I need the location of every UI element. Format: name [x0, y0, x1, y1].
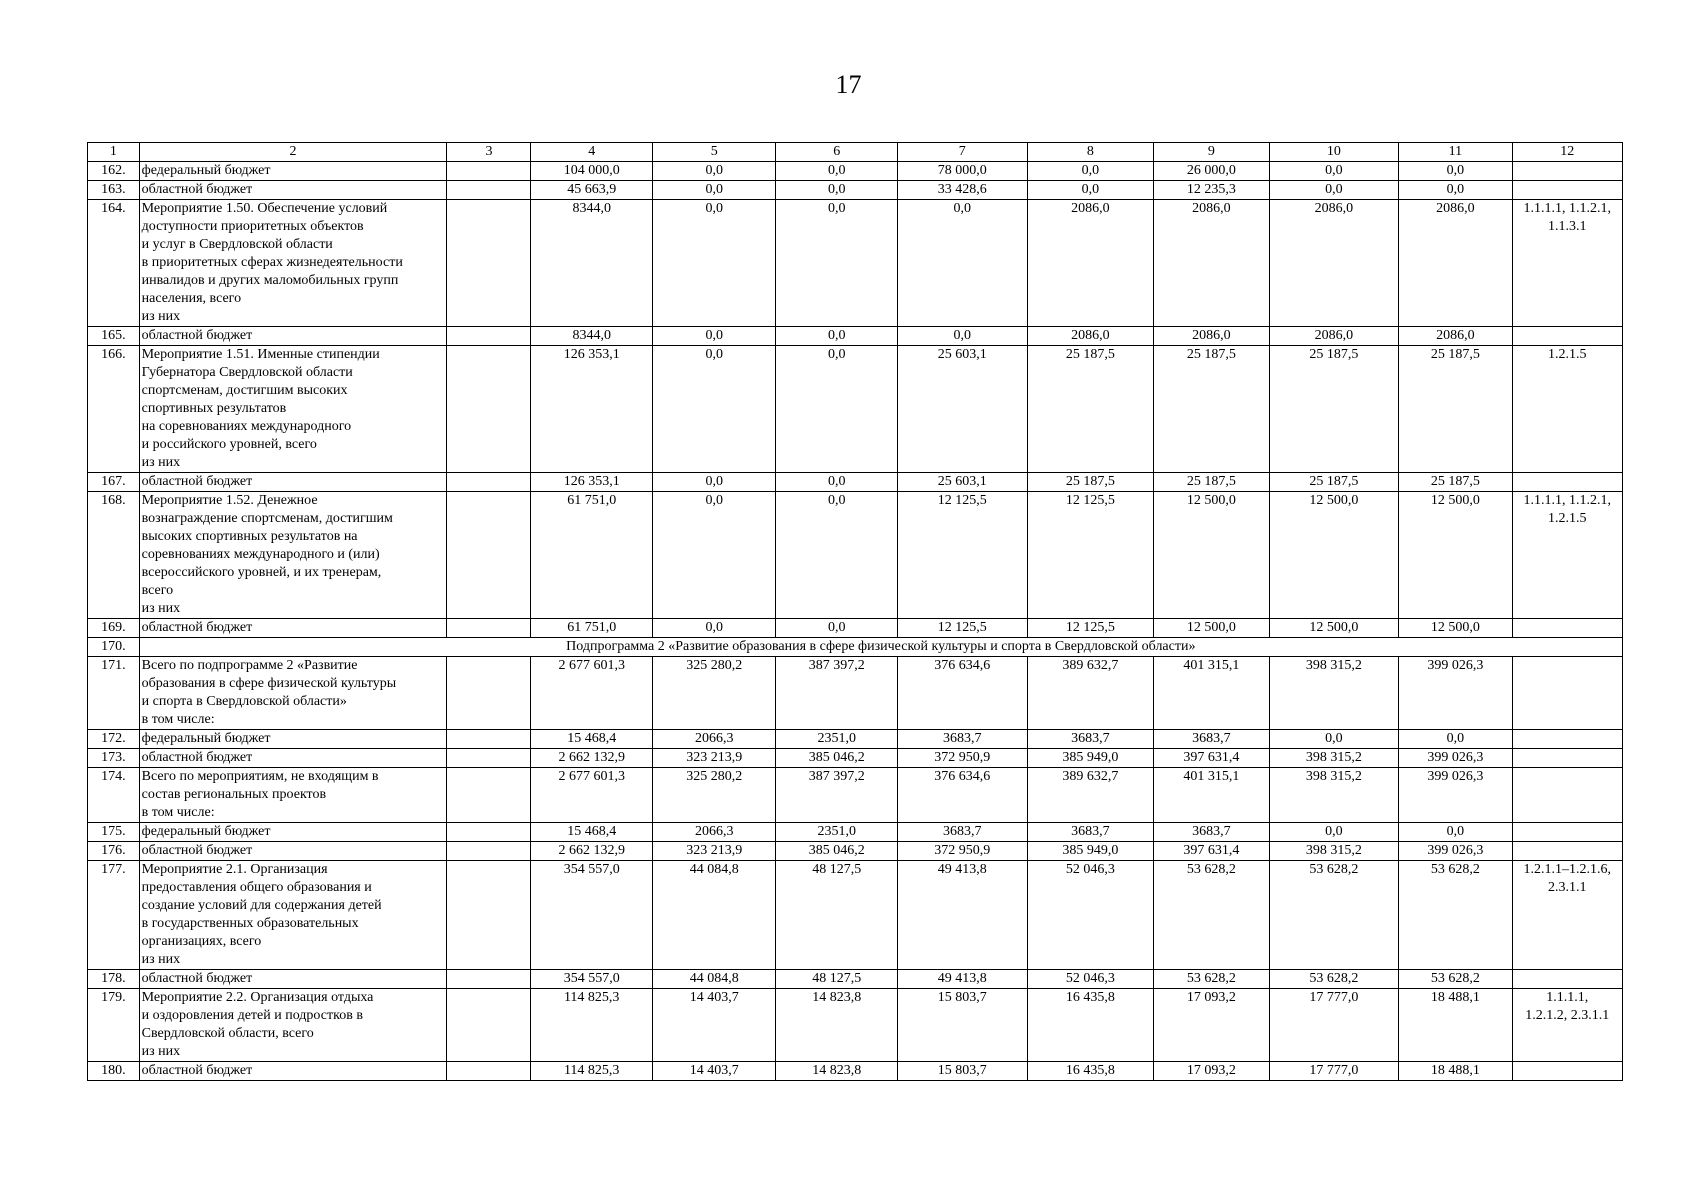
value-cell: 53 628,2: [1399, 861, 1512, 970]
row-name: областной бюджет: [139, 1062, 447, 1081]
column-header: 2: [139, 143, 447, 162]
value-cell: 401 315,1: [1154, 768, 1269, 823]
value-cell: 12 125,5: [1027, 619, 1154, 638]
value-cell: 354 557,0: [531, 861, 653, 970]
value-cell: 399 026,3: [1399, 657, 1512, 730]
target-indicators: 1.1.1.1, 1.1.2.1, 1.1.3.1: [1512, 200, 1622, 327]
table-row: [88, 842, 1623, 861]
value-cell: 3683,7: [897, 823, 1027, 842]
value-cell: 2086,0: [1399, 200, 1512, 327]
value-cell: 398 315,2: [1269, 842, 1399, 861]
value-cell: 16 435,8: [1027, 1062, 1154, 1081]
value-cell: 25 603,1: [897, 473, 1027, 492]
row-name: Мероприятие 2.2. Организация отдыха и оздоровления детей и подростков в Свердловской области, всего из них: [139, 989, 447, 1062]
value-cell: 3683,7: [1027, 730, 1154, 749]
value-cell: 399 026,3: [1399, 768, 1512, 823]
value-cell: 2351,0: [776, 823, 898, 842]
value-cell: 0,0: [1399, 162, 1512, 181]
target-indicators: [1512, 970, 1622, 989]
value-cell: 387 397,2: [776, 657, 898, 730]
value-cell: 12 125,5: [1027, 492, 1154, 619]
value-cell: 45 663,9: [531, 181, 653, 200]
value-cell: 25 187,5: [1027, 346, 1154, 473]
value-cell: 53 628,2: [1269, 861, 1399, 970]
cell-col3: [447, 162, 531, 181]
value-cell: 2086,0: [1154, 327, 1269, 346]
table-row: [88, 638, 1623, 657]
row-name: Мероприятие 1.51. Именные стипендии Губернатора Свердловской области спортсменам, достигшим высоких спортивных результатов на соревнованиях международного и российского уровней, всего из них: [139, 346, 447, 473]
value-cell: 15 468,4: [531, 823, 653, 842]
value-cell: 354 557,0: [531, 970, 653, 989]
row-number: 170.: [88, 638, 140, 657]
value-cell: 2086,0: [1269, 327, 1399, 346]
value-cell: 12 500,0: [1269, 619, 1399, 638]
value-cell: 15 803,7: [897, 989, 1027, 1062]
value-cell: 323 213,9: [652, 749, 776, 768]
row-name: федеральный бюджет: [139, 823, 447, 842]
section-title: Подпрограмма 2 «Развитие образования в сфере физической культуры и спорта в Свердловской области»: [139, 638, 1622, 657]
table-row: [88, 861, 1623, 970]
value-cell: 78 000,0: [897, 162, 1027, 181]
row-name: Всего по подпрограмме 2 «Развитие образования в сфере физической культуры и спорта в Свердловской области» в том числе:: [139, 657, 447, 730]
row-number: 166.: [88, 346, 140, 473]
value-cell: 323 213,9: [652, 842, 776, 861]
table-row: [88, 619, 1623, 638]
cell-col3: [447, 327, 531, 346]
row-name: Мероприятие 1.50. Обеспечение условий доступности приоритетных объектов и услуг в Свердловской области в приоритетных сферах жизнедеятельности инвалидов и других маломобильных групп населения, всего из них: [139, 200, 447, 327]
cell-col3: [447, 970, 531, 989]
value-cell: 25 187,5: [1027, 473, 1154, 492]
page-number: 17: [835, 70, 862, 99]
value-cell: 385 949,0: [1027, 749, 1154, 768]
value-cell: 2351,0: [776, 730, 898, 749]
value-cell: 376 634,6: [897, 657, 1027, 730]
table-row: [88, 970, 1623, 989]
value-cell: 49 413,8: [897, 861, 1027, 970]
value-cell: 53 628,2: [1269, 970, 1399, 989]
column-header: 7: [897, 143, 1027, 162]
value-cell: 0,0: [652, 473, 776, 492]
cell-col3: [447, 1062, 531, 1081]
value-cell: 25 187,5: [1154, 346, 1269, 473]
value-cell: 387 397,2: [776, 768, 898, 823]
cell-col3: [447, 749, 531, 768]
target-indicators: [1512, 473, 1622, 492]
table-row: [88, 730, 1623, 749]
value-cell: 398 315,2: [1269, 657, 1399, 730]
value-cell: 104 000,0: [531, 162, 653, 181]
value-cell: 2066,3: [652, 823, 776, 842]
target-indicators: [1512, 823, 1622, 842]
target-indicators: [1512, 657, 1622, 730]
value-cell: 44 084,8: [652, 861, 776, 970]
row-number: 167.: [88, 473, 140, 492]
value-cell: 398 315,2: [1269, 768, 1399, 823]
row-number: 171.: [88, 657, 140, 730]
value-cell: 12 235,3: [1154, 181, 1269, 200]
cell-col3: [447, 200, 531, 327]
value-cell: 3683,7: [897, 730, 1027, 749]
value-cell: 15 803,7: [897, 1062, 1027, 1081]
column-header: 9: [1154, 143, 1269, 162]
value-cell: 0,0: [1399, 823, 1512, 842]
row-name: федеральный бюджет: [139, 162, 447, 181]
row-name: областной бюджет: [139, 749, 447, 768]
target-indicators: 1.2.1.5: [1512, 346, 1622, 473]
row-number: 164.: [88, 200, 140, 327]
cell-col3: [447, 619, 531, 638]
value-cell: 0,0: [652, 200, 776, 327]
row-name: Всего по мероприятиям, не входящим в состав региональных проектов в том числе:: [139, 768, 447, 823]
value-cell: 114 825,3: [531, 1062, 653, 1081]
row-number: 180.: [88, 1062, 140, 1081]
value-cell: 44 084,8: [652, 970, 776, 989]
value-cell: 0,0: [1027, 162, 1154, 181]
target-indicators: [1512, 730, 1622, 749]
value-cell: 0,0: [652, 619, 776, 638]
value-cell: 14 823,8: [776, 989, 898, 1062]
row-name: федеральный бюджет: [139, 730, 447, 749]
value-cell: 325 280,2: [652, 768, 776, 823]
value-cell: 18 488,1: [1399, 989, 1512, 1062]
value-cell: 0,0: [652, 492, 776, 619]
cell-col3: [447, 346, 531, 473]
table-row: [88, 1062, 1623, 1081]
row-number: 172.: [88, 730, 140, 749]
value-cell: 12 125,5: [897, 492, 1027, 619]
value-cell: 0,0: [897, 200, 1027, 327]
row-name: областной бюджет: [139, 970, 447, 989]
value-cell: 2086,0: [1399, 327, 1512, 346]
value-cell: 0,0: [652, 346, 776, 473]
value-cell: 52 046,3: [1027, 970, 1154, 989]
row-number: 177.: [88, 861, 140, 970]
table-row: [88, 327, 1623, 346]
value-cell: 12 500,0: [1399, 619, 1512, 638]
value-cell: 0,0: [776, 346, 898, 473]
column-header: 3: [447, 143, 531, 162]
value-cell: 48 127,5: [776, 970, 898, 989]
target-indicators: 1.1.1.1, 1.1.2.1, 1.2.1.5: [1512, 492, 1622, 619]
value-cell: 61 751,0: [531, 619, 653, 638]
value-cell: 15 468,4: [531, 730, 653, 749]
column-header: 4: [531, 143, 653, 162]
value-cell: 126 353,1: [531, 473, 653, 492]
value-cell: 26 000,0: [1154, 162, 1269, 181]
value-cell: 12 125,5: [897, 619, 1027, 638]
target-indicators: [1512, 768, 1622, 823]
value-cell: 2086,0: [1269, 200, 1399, 327]
target-indicators: 1.2.1.1–1.2.1.6, 2.3.1.1: [1512, 861, 1622, 970]
value-cell: 0,0: [776, 162, 898, 181]
row-number: 174.: [88, 768, 140, 823]
value-cell: 3683,7: [1027, 823, 1154, 842]
cell-col3: [447, 657, 531, 730]
value-cell: 372 950,9: [897, 842, 1027, 861]
value-cell: 0,0: [1027, 181, 1154, 200]
row-number: 162.: [88, 162, 140, 181]
value-cell: 0,0: [652, 162, 776, 181]
value-cell: 2086,0: [1027, 327, 1154, 346]
value-cell: 25 187,5: [1154, 473, 1269, 492]
table-row: [88, 657, 1623, 730]
value-cell: 389 632,7: [1027, 768, 1154, 823]
value-cell: 17 093,2: [1154, 1062, 1269, 1081]
target-indicators: [1512, 181, 1622, 200]
table-row: [88, 989, 1623, 1062]
cell-col3: [447, 730, 531, 749]
value-cell: 0,0: [776, 473, 898, 492]
target-indicators: [1512, 327, 1622, 346]
value-cell: 397 631,4: [1154, 749, 1269, 768]
value-cell: 25 187,5: [1269, 346, 1399, 473]
value-cell: 53 628,2: [1154, 861, 1269, 970]
target-indicators: [1512, 842, 1622, 861]
table-row: [88, 768, 1623, 823]
value-cell: 0,0: [652, 181, 776, 200]
row-name: областной бюджет: [139, 327, 447, 346]
value-cell: 12 500,0: [1154, 492, 1269, 619]
table-row: [88, 492, 1623, 619]
value-cell: 372 950,9: [897, 749, 1027, 768]
row-number: 169.: [88, 619, 140, 638]
value-cell: 25 187,5: [1269, 473, 1399, 492]
value-cell: 2066,3: [652, 730, 776, 749]
value-cell: 49 413,8: [897, 970, 1027, 989]
value-cell: 25 187,5: [1399, 473, 1512, 492]
header-row: [88, 143, 1623, 162]
value-cell: 126 353,1: [531, 346, 653, 473]
value-cell: 48 127,5: [776, 861, 898, 970]
value-cell: 12 500,0: [1399, 492, 1512, 619]
cell-col3: [447, 492, 531, 619]
table-row: [88, 749, 1623, 768]
column-header: 11: [1399, 143, 1512, 162]
value-cell: 325 280,2: [652, 657, 776, 730]
table-body: [88, 162, 1623, 1081]
value-cell: 0,0: [1399, 181, 1512, 200]
value-cell: 8344,0: [531, 327, 653, 346]
value-cell: 0,0: [1269, 823, 1399, 842]
value-cell: 0,0: [1269, 162, 1399, 181]
value-cell: 389 632,7: [1027, 657, 1154, 730]
table-row: [88, 473, 1623, 492]
value-cell: 53 628,2: [1399, 970, 1512, 989]
value-cell: 25 603,1: [897, 346, 1027, 473]
target-indicators: 1.1.1.1, 1.2.1.2, 2.3.1.1: [1512, 989, 1622, 1062]
value-cell: 2 677 601,3: [531, 657, 653, 730]
value-cell: 0,0: [776, 181, 898, 200]
value-cell: 376 634,6: [897, 768, 1027, 823]
column-header: 1: [88, 143, 140, 162]
value-cell: 61 751,0: [531, 492, 653, 619]
value-cell: 17 777,0: [1269, 989, 1399, 1062]
value-cell: 52 046,3: [1027, 861, 1154, 970]
value-cell: 399 026,3: [1399, 749, 1512, 768]
value-cell: 399 026,3: [1399, 842, 1512, 861]
row-name: областной бюджет: [139, 619, 447, 638]
value-cell: 0,0: [1269, 181, 1399, 200]
target-indicators: [1512, 749, 1622, 768]
value-cell: 16 435,8: [1027, 989, 1154, 1062]
row-name: Мероприятие 1.52. Денежное вознаграждение спортсменам, достигшим высоких спортивных результатов на соревнованиях международного и (или) всероссийского уровней, и их тренерам, всего из них: [139, 492, 447, 619]
budget-table: [87, 142, 1623, 1081]
target-indicators: [1512, 162, 1622, 181]
cell-col3: [447, 861, 531, 970]
value-cell: 8344,0: [531, 200, 653, 327]
cell-col3: [447, 842, 531, 861]
value-cell: 2 662 132,9: [531, 749, 653, 768]
value-cell: 2086,0: [1027, 200, 1154, 327]
row-number: 163.: [88, 181, 140, 200]
column-header: 10: [1269, 143, 1399, 162]
value-cell: 0,0: [776, 200, 898, 327]
value-cell: 0,0: [776, 492, 898, 619]
value-cell: 17 093,2: [1154, 989, 1269, 1062]
cell-col3: [447, 823, 531, 842]
cell-col3: [447, 768, 531, 823]
table-row: [88, 181, 1623, 200]
value-cell: 0,0: [1269, 730, 1399, 749]
value-cell: 14 403,7: [652, 1062, 776, 1081]
cell-col3: [447, 181, 531, 200]
table-row: [88, 200, 1623, 327]
value-cell: 17 777,0: [1269, 1062, 1399, 1081]
row-number: 175.: [88, 823, 140, 842]
row-name: Мероприятие 2.1. Организация предоставления общего образования и создание условий для содержания детей в государственных образовательных организациях, всего из них: [139, 861, 447, 970]
value-cell: 2 662 132,9: [531, 842, 653, 861]
column-header: 12: [1512, 143, 1622, 162]
value-cell: 385 949,0: [1027, 842, 1154, 861]
target-indicators: [1512, 1062, 1622, 1081]
value-cell: 2 677 601,3: [531, 768, 653, 823]
value-cell: 385 046,2: [776, 842, 898, 861]
row-number: 168.: [88, 492, 140, 619]
value-cell: 3683,7: [1154, 823, 1269, 842]
value-cell: 0,0: [897, 327, 1027, 346]
value-cell: 14 823,8: [776, 1062, 898, 1081]
table-row: [88, 162, 1623, 181]
row-number: 173.: [88, 749, 140, 768]
value-cell: 33 428,6: [897, 181, 1027, 200]
column-header: 6: [776, 143, 898, 162]
value-cell: 0,0: [776, 619, 898, 638]
row-name: областной бюджет: [139, 181, 447, 200]
value-cell: 12 500,0: [1269, 492, 1399, 619]
value-cell: 0,0: [652, 327, 776, 346]
value-cell: 0,0: [1399, 730, 1512, 749]
row-name: областной бюджет: [139, 842, 447, 861]
value-cell: 398 315,2: [1269, 749, 1399, 768]
row-number: 178.: [88, 970, 140, 989]
value-cell: 18 488,1: [1399, 1062, 1512, 1081]
value-cell: 2086,0: [1154, 200, 1269, 327]
value-cell: 53 628,2: [1154, 970, 1269, 989]
table-row: [88, 823, 1623, 842]
value-cell: 114 825,3: [531, 989, 653, 1062]
value-cell: 401 315,1: [1154, 657, 1269, 730]
value-cell: 3683,7: [1154, 730, 1269, 749]
target-indicators: [1512, 619, 1622, 638]
row-number: 179.: [88, 989, 140, 1062]
value-cell: 397 631,4: [1154, 842, 1269, 861]
value-cell: 385 046,2: [776, 749, 898, 768]
value-cell: 14 403,7: [652, 989, 776, 1062]
column-header: 5: [652, 143, 776, 162]
value-cell: 25 187,5: [1399, 346, 1512, 473]
row-number: 176.: [88, 842, 140, 861]
value-cell: 12 500,0: [1154, 619, 1269, 638]
column-header: 8: [1027, 143, 1154, 162]
row-name: областной бюджет: [139, 473, 447, 492]
cell-col3: [447, 989, 531, 1062]
value-cell: 0,0: [776, 327, 898, 346]
cell-col3: [447, 473, 531, 492]
row-number: 165.: [88, 327, 140, 346]
table-row: [88, 346, 1623, 473]
